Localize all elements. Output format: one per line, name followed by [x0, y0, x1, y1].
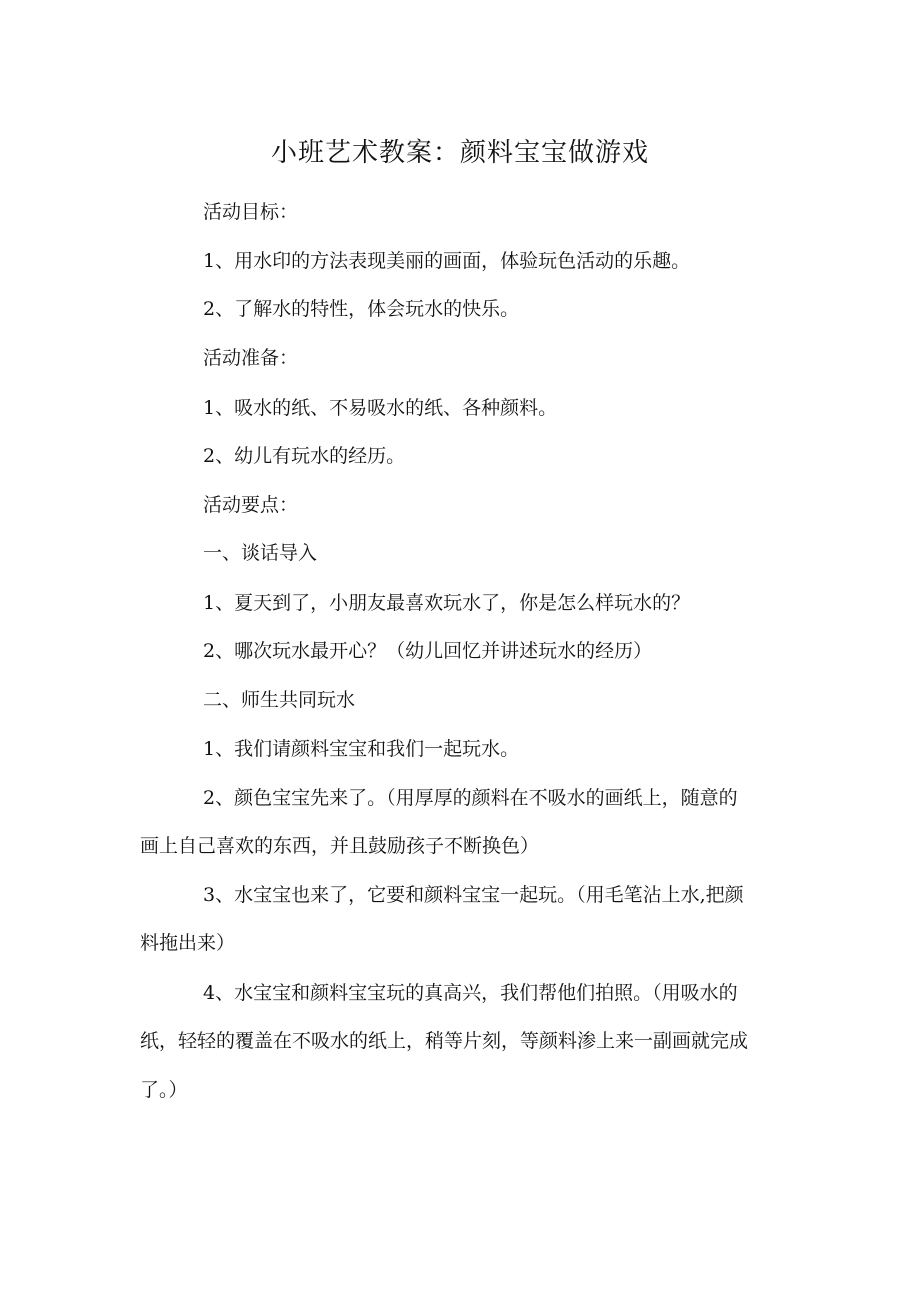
paragraph-line: 3、水宝宝也来了，它要和颜料宝宝一起玩。（用毛笔沾上水,把颜 — [203, 884, 744, 906]
paragraph-line: 料拖出来） — [140, 932, 236, 954]
document-title: 小班艺术教案：颜料宝宝做游戏 — [270, 138, 649, 168]
paragraph-line: 画上自己喜欢的东西，并且鼓励孩子不断换色） — [140, 835, 540, 857]
subsection-heading: 一、谈话导入 — [203, 542, 318, 564]
paragraph-line: 2、颜色宝宝先来了。（用厚厚的颜料在不吸水的画纸上，随意的 — [203, 787, 738, 809]
paragraph: 1、吸水的纸、不易吸水的纸、各种颜料。 — [203, 397, 558, 419]
section-heading-key-points: 活动要点： — [203, 494, 299, 516]
section-heading-goals: 活动目标： — [203, 201, 299, 223]
paragraph: 2、了解水的特性，体会玩水的快乐。 — [203, 298, 520, 320]
paragraph: 2、幼儿有玩水的经历。 — [203, 445, 406, 467]
paragraph: 1、用水印的方法表现美丽的画面，体验玩色活动的乐趣。 — [203, 250, 691, 272]
paragraph-line: 纸，轻轻的覆盖在不吸水的纸上，稍等片刻，等颜料渗上来一副画就完成 — [140, 1030, 749, 1052]
subsection-heading: 二、师生共同玩水 — [203, 689, 356, 711]
paragraph-line: 4、水宝宝和颜料宝宝玩的真高兴，我们帮他们拍照。（用吸水的 — [203, 982, 738, 1004]
paragraph-line: 了。） — [140, 1079, 188, 1101]
section-heading-preparation: 活动准备： — [203, 347, 299, 369]
paragraph: 1、夏天到了，小朋友最喜欢玩水了，你是怎么样玩水的？ — [203, 592, 691, 614]
paragraph: 1、我们请颜料宝宝和我们一起玩水。 — [203, 738, 520, 760]
paragraph: 2、哪次玩水最开心？（幼儿回忆并讲述玩水的经历） — [203, 640, 653, 662]
